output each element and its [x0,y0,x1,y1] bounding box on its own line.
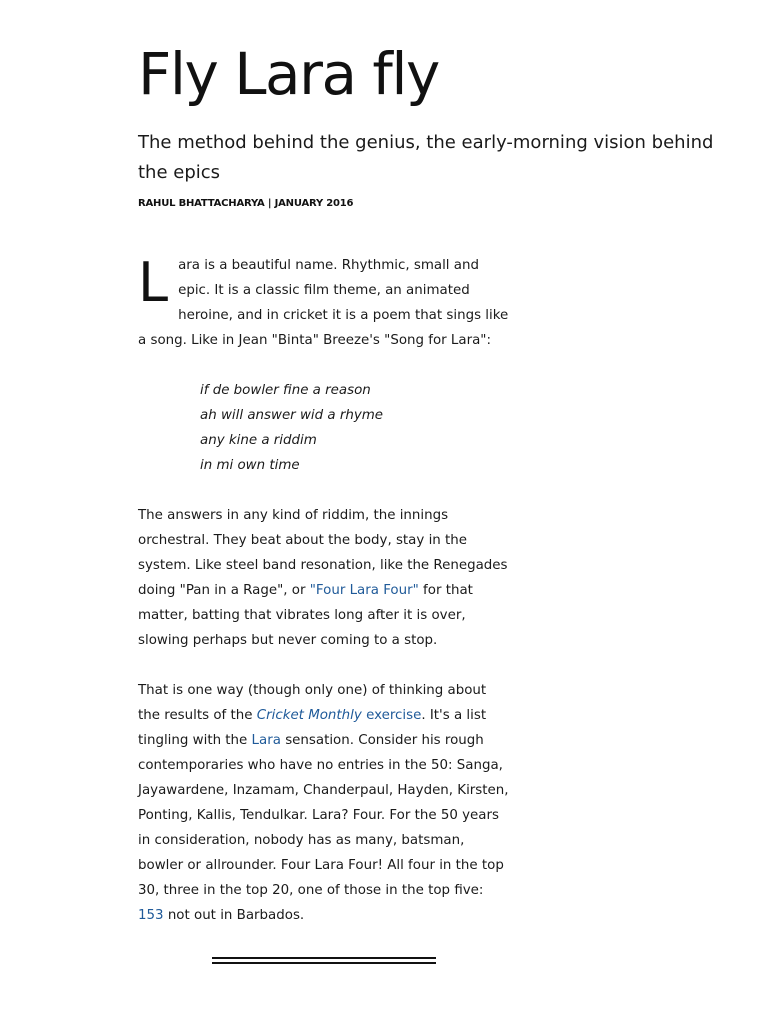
four-lara-four-link[interactable]: "Four Lara Four" [309,583,419,598]
author-link[interactable]: RAHUL BHATTACHARYA [138,198,265,209]
body-paragraph-3 [138,678,510,928]
divider-line-bottom [212,962,436,964]
verse-line: in mi own time [200,458,300,473]
lara-profile-link[interactable]: Lara [251,733,281,748]
intro-paragraph [138,253,510,353]
link-rest-part: exercise [361,708,422,723]
byline-separator: | [264,198,275,209]
verse-line: ah will answer wid a rhyme [200,408,384,423]
paragraph-text: not out in Barbados. [163,908,305,923]
cricket-monthly-exercise-link[interactable] [257,708,422,723]
intro-paragraph-text: ara is a beautiful name. Rhythmic, small and epic. It is a classic film theme, an animated heroine, and in cricket it is a poem that sings like a song. Like in Jean "Binta" Breeze's "Song for Lara": [138,258,509,348]
link-italic-part: Cricket Monthly [256,708,362,723]
score-153-link[interactable]: 153 [138,908,164,923]
drop-cap: L [138,251,169,314]
article-byline [138,195,353,213]
paragraph-text: That is one way (though only one) of thinking about the results of the [138,683,487,723]
paragraph-text: for that matter, batting that vibrates long after it is over, slowing perhaps but never coming to a stop. [138,583,473,648]
paragraph-text: The answers in any kind of riddim, the innings orchestral. They beat about the body, stay in the system. Like steel band resonation, like the Renegades doing "Pan in a Rage", or [138,508,508,598]
divider-line-top [212,957,436,959]
poem-verse [200,378,510,478]
double-rule-divider [212,957,436,964]
publish-date: JANUARY 2016 [274,198,354,209]
body-paragraph-2 [138,503,510,653]
article-title: Fly Lara fly [138,40,439,108]
article-standfirst: The method behind the genius, the early-morning vision behind the epics [138,132,714,183]
verse-line: if de bowler fine a reason [200,383,371,398]
verse-line: any kine a riddim [200,433,317,448]
paragraph-text: . It's a list tingling with the [138,708,487,748]
article-body [138,253,510,928]
paragraph-text: sensation. Consider his rough contemporaries who have no entries in the 50: Sanga, Jayawardene, Inzamam, Chanderpaul, Hayden, Kirsten, Ponting, Kallis, Tendulkar. Lara? Four. For the 50 years in consideration, nobody has as many, batsman, bowler or allrounder. Four Lara Four! All four in the top 30, three in the top 20, one of those in the top five: [138,733,509,898]
